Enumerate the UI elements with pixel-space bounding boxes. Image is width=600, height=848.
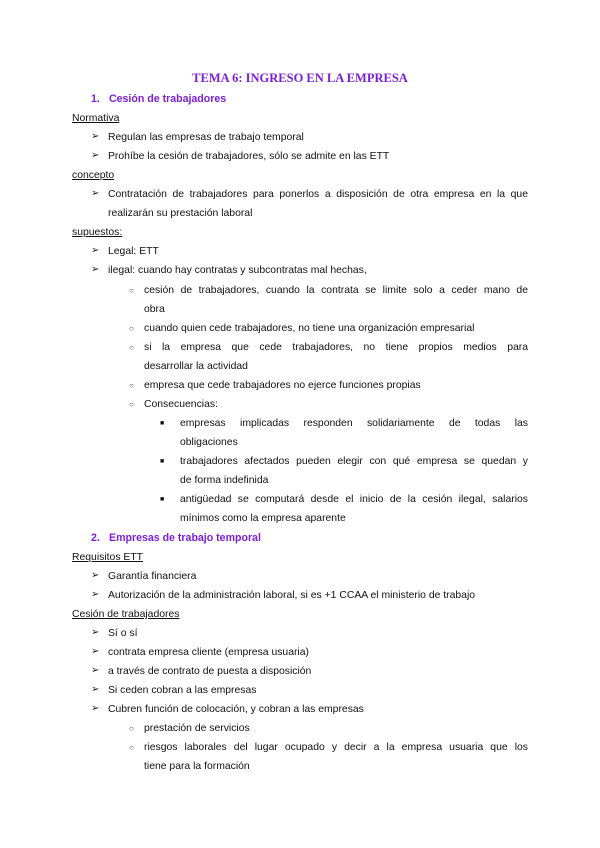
arrow-bullet-icon: ➢ [91,684,100,695]
sub-list-item: riesgos laborales del lugar ocupado y decir a la empresa usuaria que los [144,742,528,753]
list-item: Sí o sí [108,628,138,639]
list-item: ilegal: cuando hay contratas y subcontratas mal hechas, [108,265,367,276]
requisitos-label: Requisitos ETT [72,552,144,563]
square-bullet-icon: ■ [160,458,165,465]
sub-list-item-continuation: obra [144,304,165,315]
sub-list-item: cuando quien cede trabajadores, no tiene una organización empresarial [144,323,475,334]
nested-list-item: antigüedad se computará desde el inicio de la cesión ilegal, salarios [180,494,528,505]
arrow-bullet-icon: ➢ [91,570,100,581]
sub-list-item: Consecuencias: [144,399,218,410]
circle-bullet-icon: ○ [129,381,134,390]
list-item: Si ceden cobran a las empresas [108,685,257,696]
sub-list-item: prestación de servicios [144,723,250,734]
square-bullet-icon: ■ [160,496,165,503]
circle-bullet-icon: ○ [129,743,134,752]
arrow-bullet-icon: ➢ [91,589,100,600]
list-item: Legal: ETT [108,246,159,257]
circle-bullet-icon: ○ [129,343,134,352]
sub-list-item: cesión de trabajadores, cuando la contrata se limite solo a ceder mano de [144,285,528,296]
section-2-title: Empresas de trabajo temporal [109,532,261,544]
list-item: contrata empresa cliente (empresa usuaria) [108,647,309,658]
list-item: Cubren función de colocación, y cobran a las empresas [108,704,364,715]
arrow-bullet-icon: ➢ [91,264,100,275]
nested-list-item: trabajadores afectados pueden elegir con qué empresa se quedan y [180,456,528,467]
sub-list-item: empresa que cede trabajadores no ejerce funciones propias [144,380,421,391]
section-1-title: Cesión de trabajadores [109,93,227,105]
sub-list-item-continuation: tiene para la formación [144,761,250,772]
arrow-bullet-icon: ➢ [91,131,100,142]
circle-bullet-icon: ○ [129,724,134,733]
square-bullet-icon: ■ [160,420,165,427]
arrow-bullet-icon: ➢ [91,703,100,714]
arrow-bullet-icon: ➢ [91,665,100,676]
sub-list-item-continuation: desarrollar la actividad [144,361,248,372]
section-2-heading [91,532,261,545]
concepto-label: concepto [72,170,115,181]
list-item-continuation: realizarán su prestación laboral [108,208,253,219]
circle-bullet-icon: ○ [129,324,134,333]
nested-list-item-continuation: mínimos como la empresa aparente [180,513,346,524]
arrow-bullet-icon: ➢ [91,150,100,161]
normativa-label: Normativa [72,113,120,124]
circle-bullet-icon: ○ [129,400,134,409]
list-item: Autorización de la administración laboral, si es +1 CCAA el ministerio de trabajo [108,590,476,601]
nested-list-item-continuation: obligaciones [180,437,238,448]
circle-bullet-icon: ○ [129,286,134,295]
sub-list-item: si la empresa que cede trabajadores, no tiene propios medios para [144,342,528,353]
list-item: Prohíbe la cesión de trabajadores, sólo se admite en las ETT [108,151,390,162]
arrow-bullet-icon: ➢ [91,627,100,638]
nested-list-item: empresas implicadas responden solidariamente de todas las [180,418,528,429]
arrow-bullet-icon: ➢ [91,245,100,256]
section-1-number: 1. [91,93,100,105]
list-item: Garantía financiera [108,571,197,582]
section-1-heading [91,93,226,106]
document-title: TEMA 6: INGRESO EN LA EMPRESA [192,71,408,85]
nested-list-item-continuation: de forma indefinida [180,475,269,486]
cesion-label: Cesión de trabajadores [72,609,180,620]
list-item: a través de contrato de puesta a disposición [108,666,312,677]
list-item: Regulan las empresas de trabajo temporal [108,132,304,143]
section-2-number: 2. [91,532,100,544]
arrow-bullet-icon: ➢ [91,188,100,199]
list-item: Contratación de trabajadores para ponerlos a disposición de otra empresa en la que [108,189,528,200]
supuestos-label: supuestos: [72,227,123,238]
arrow-bullet-icon: ➢ [91,646,100,657]
